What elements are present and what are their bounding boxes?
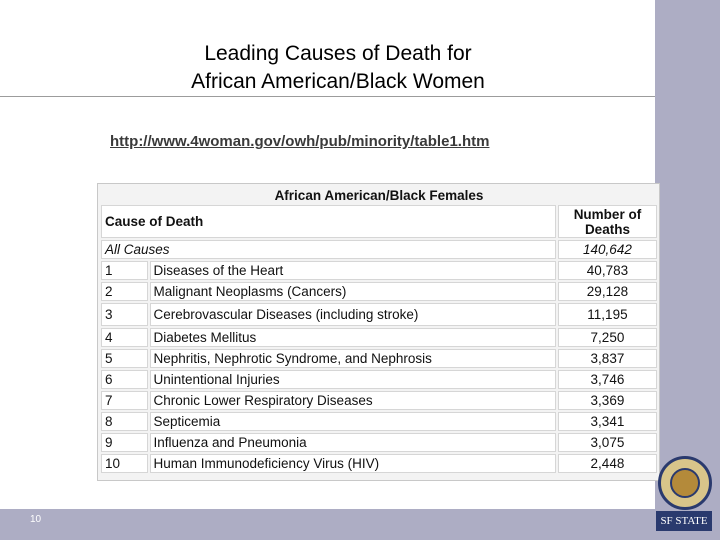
rank-cell: 1 [101, 261, 148, 280]
table-caption-row [101, 187, 657, 203]
rank-cell: 10 [101, 454, 148, 473]
deaths-cell: 40,783 [558, 261, 657, 280]
cause-cell: Unintentional Injuries [150, 370, 556, 389]
cause-cell: Influenza and Pneumonia [150, 433, 556, 452]
deaths-column-header [558, 205, 657, 238]
page-number: 10 [30, 514, 42, 525]
cause-cell: Human Immunodeficiency Virus (HIV) [150, 454, 556, 473]
all-causes-label: All Causes [101, 240, 556, 259]
all-causes-value: 140,642 [558, 240, 657, 259]
source-link[interactable]: http://www.4woman.gov/owh/pub/minority/table1.htm [110, 133, 490, 150]
table-caption: African American/Black Females [101, 187, 657, 203]
deaths-cell: 3,746 [558, 370, 657, 389]
footer-band [0, 509, 655, 540]
cause-cell: Chronic Lower Respiratory Diseases [150, 391, 556, 410]
rank-cell: 5 [101, 349, 148, 368]
deaths-header-line-2: Deaths [584, 221, 630, 237]
rank-cell: 9 [101, 433, 148, 452]
cause-cell: Diseases of the Heart [150, 261, 556, 280]
cause-cell: Septicemia [150, 412, 556, 431]
title-divider [0, 96, 655, 97]
table-row [101, 391, 657, 410]
table-row [101, 412, 657, 431]
cause-cell: Malignant Neoplasms (Cancers) [150, 282, 556, 301]
deaths-cell: 3,341 [558, 412, 657, 431]
rank-cell: 7 [101, 391, 148, 410]
table-header-row [101, 205, 657, 238]
deaths-cell: 7,250 [558, 328, 657, 347]
university-seal-icon [658, 456, 712, 510]
table-row [101, 433, 657, 452]
deaths-header-line-1: Number of [573, 206, 642, 222]
seal-emblem-icon [670, 468, 700, 498]
table-row [101, 328, 657, 347]
table-row [101, 303, 657, 326]
deaths-cell: 3,369 [558, 391, 657, 410]
table-row [101, 370, 657, 389]
table-row [101, 261, 657, 280]
rank-cell: 4 [101, 328, 148, 347]
logo-text: SF STATE [660, 515, 708, 527]
cause-cell: Cerebrovascular Diseases (including stroke) [150, 303, 556, 326]
rank-cell: 8 [101, 412, 148, 431]
table-row [101, 282, 657, 301]
deaths-cell: 3,837 [558, 349, 657, 368]
table-row [101, 454, 657, 473]
title-line-1: Leading Causes of Death for [204, 42, 472, 65]
sf-state-logo [656, 511, 712, 531]
deaths-cell: 11,195 [558, 303, 657, 326]
deaths-cell: 29,128 [558, 282, 657, 301]
cause-cell: Nephritis, Nephrotic Syndrome, and Nephrosis [150, 349, 556, 368]
rank-cell: 3 [101, 303, 148, 326]
title-line-2: African American/Black Women [191, 70, 485, 93]
rank-cell: 6 [101, 370, 148, 389]
slide-title [0, 40, 676, 96]
deaths-cell: 2,448 [558, 454, 657, 473]
deaths-cell: 3,075 [558, 433, 657, 452]
causes-of-death-table [99, 185, 659, 475]
table-row [101, 349, 657, 368]
cause-column-header: Cause of Death [101, 205, 556, 238]
all-causes-row [101, 240, 657, 259]
cause-cell: Diabetes Mellitus [150, 328, 556, 347]
rank-cell: 2 [101, 282, 148, 301]
